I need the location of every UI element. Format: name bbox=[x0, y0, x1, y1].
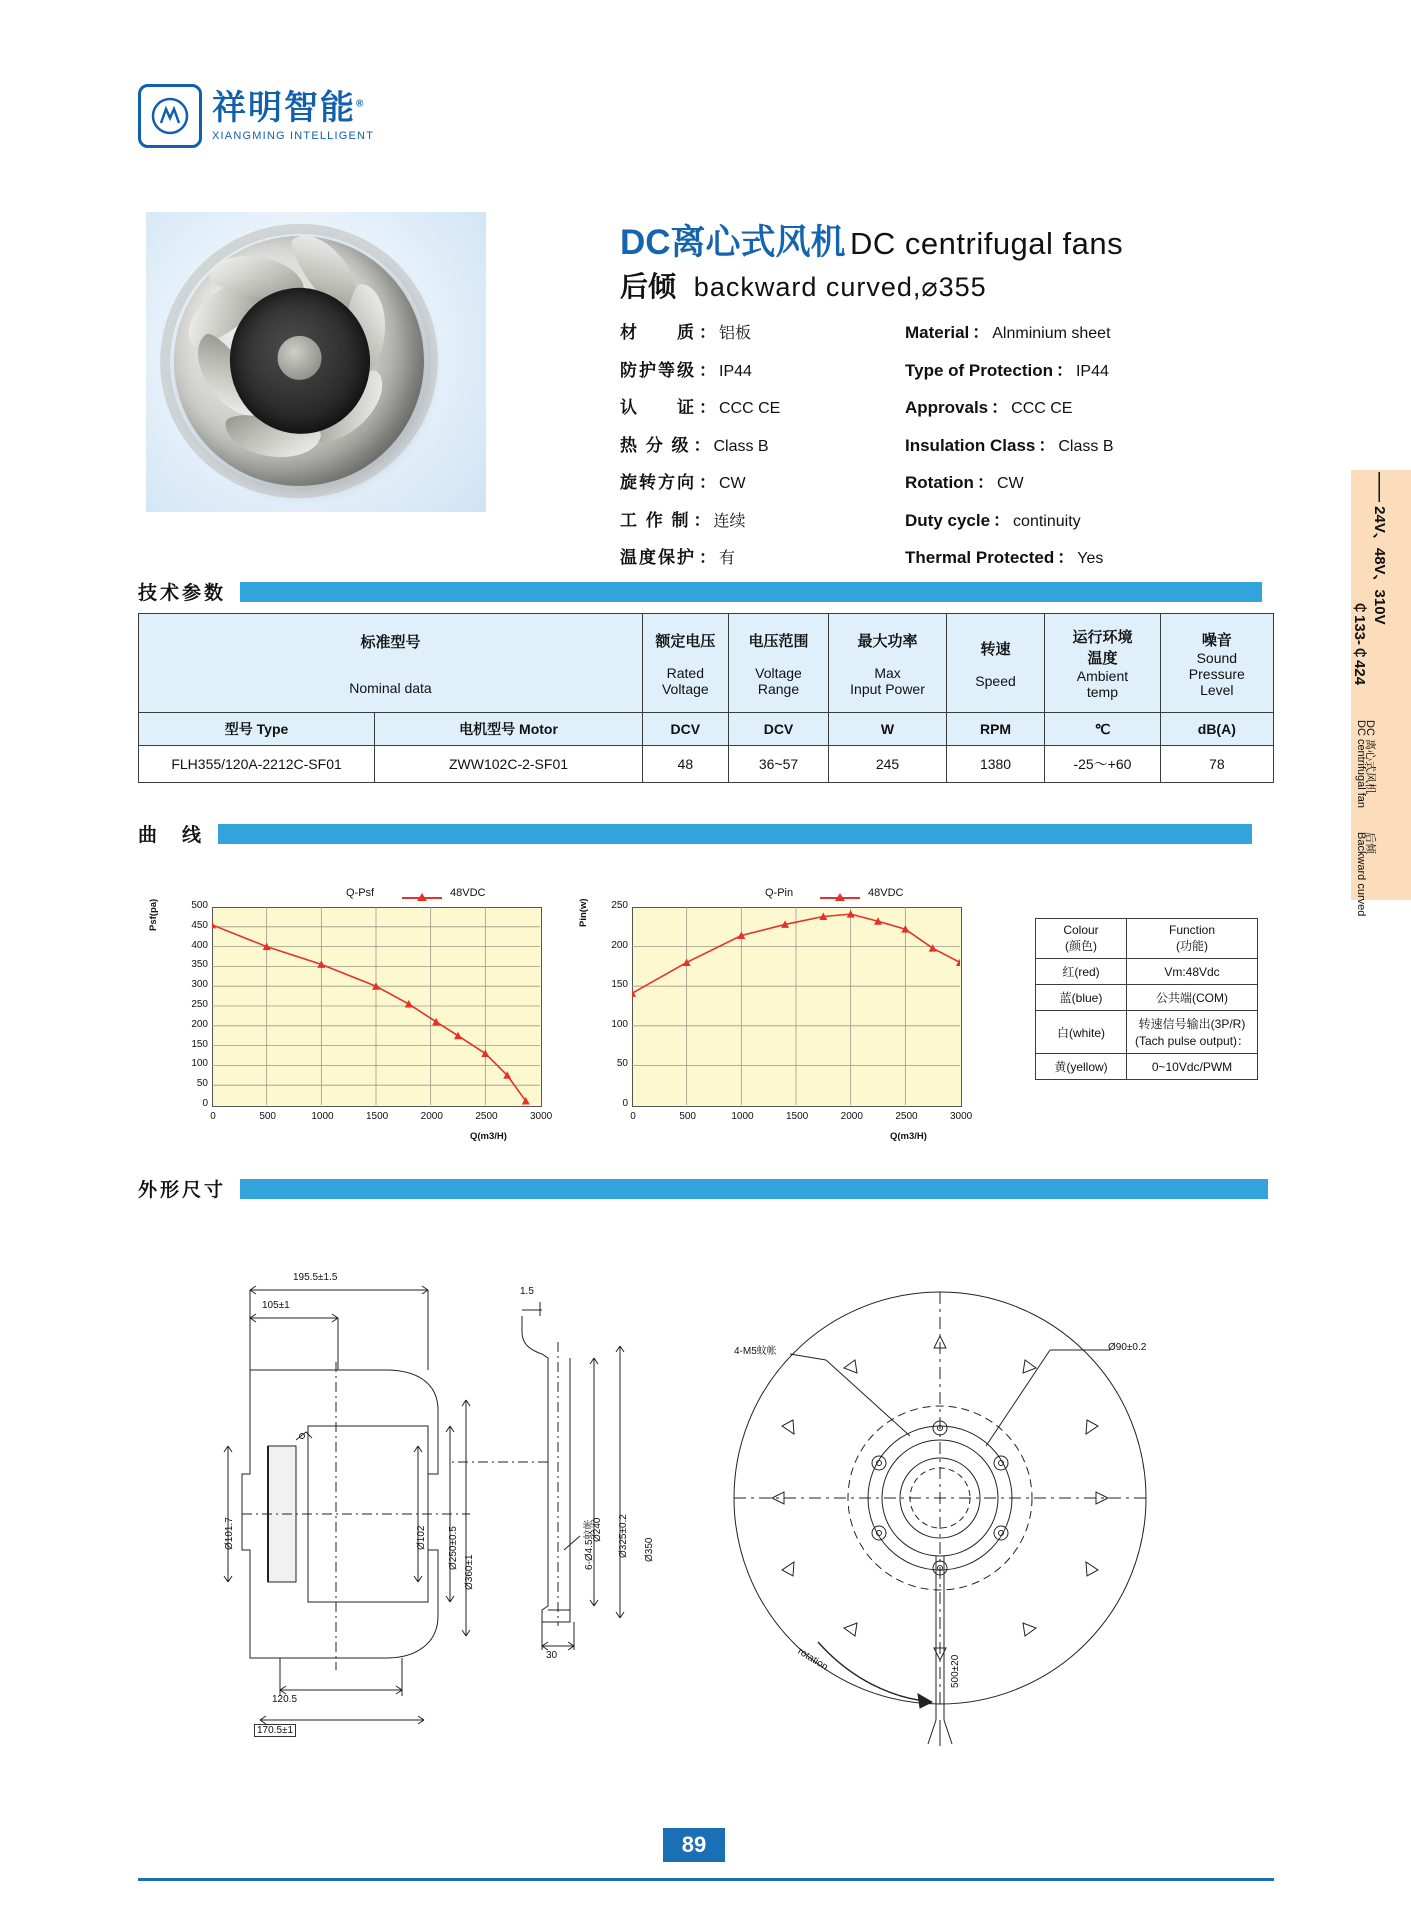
chart-xtick: 2500 bbox=[895, 1111, 918, 1122]
chart-q-pin bbox=[580, 885, 1000, 1155]
sidetab-label-cn1: DC 离心式风机 bbox=[1364, 720, 1376, 794]
page-title bbox=[620, 215, 1123, 265]
spec-row: Type of Protection ： IP44 bbox=[905, 360, 1109, 380]
colour-table-row bbox=[1036, 1011, 1258, 1054]
spec-label: Approvals bbox=[905, 398, 989, 417]
spec-row: 防护等级 ： IP44 bbox=[620, 356, 860, 381]
chart-ytick: 300 bbox=[191, 979, 208, 991]
cell-colour: 蓝(blue) bbox=[1036, 985, 1127, 1011]
header-voltage-range: 电压范围 Voltage Range bbox=[728, 614, 829, 713]
section-title: 曲 线 bbox=[138, 825, 205, 846]
spec-value: Class B bbox=[1058, 437, 1114, 455]
dim-1-5: 1.5 bbox=[520, 1286, 534, 1297]
fan-body bbox=[158, 220, 440, 502]
cell-function bbox=[1127, 1011, 1258, 1054]
dim-500: 500±20 bbox=[950, 1654, 961, 1688]
chart-ylabel: Pin(w) bbox=[578, 898, 589, 927]
spec-label: 材 质 bbox=[620, 323, 696, 342]
registered-mark: ® bbox=[356, 98, 366, 110]
spec-list-en bbox=[905, 318, 1235, 581]
chart-ytick: 0 bbox=[202, 1098, 208, 1109]
cell-motor: ZWW102C-2-SF01 bbox=[375, 746, 643, 783]
colour-table-row bbox=[1036, 985, 1258, 1011]
logo-title-cn: 祥明智能 bbox=[212, 88, 356, 127]
sidetab-voltage: —— 24V、48V、310V bbox=[1371, 472, 1388, 625]
drawing-svg bbox=[150, 1250, 1270, 1810]
chart-series-q-pin bbox=[632, 907, 960, 1105]
chart-ytick: 150 bbox=[191, 1038, 208, 1050]
spec-value: CW bbox=[996, 475, 1024, 492]
spec-row: Duty cycle ： continuity bbox=[905, 510, 1081, 530]
cell-function: 0~10Vdc/PWM bbox=[1127, 1054, 1258, 1080]
spec-value: IP44 bbox=[719, 362, 752, 380]
table-header-row bbox=[139, 614, 1274, 713]
sidetab-label-en1: DC centrifugal fan bbox=[1355, 720, 1367, 809]
dim-360: Ø360±1 bbox=[464, 1554, 475, 1590]
cell-ambient-temp: -25～+60 bbox=[1045, 746, 1160, 783]
section-curves bbox=[138, 820, 1274, 847]
chart-xtick: 1000 bbox=[311, 1111, 334, 1122]
spec-list-cn bbox=[620, 318, 860, 581]
dim-4-m5: 4-M5蚊帐 bbox=[734, 1346, 777, 1357]
dim-350: Ø350 bbox=[644, 1537, 655, 1562]
cell-max-power: 245 bbox=[829, 746, 947, 783]
dim-120-5: 120.5 bbox=[272, 1694, 298, 1705]
dim-195: 195.5±1.5 bbox=[293, 1272, 338, 1283]
spec-label: 热 分 级 bbox=[620, 435, 691, 455]
header-max-power: 最大功率 Max Input Power bbox=[829, 614, 947, 713]
spec-label: Rotation bbox=[905, 473, 974, 492]
chart-xtick: 500 bbox=[679, 1111, 696, 1122]
header-noise: 噪音 Sound Pressure Level bbox=[1160, 614, 1273, 713]
company-logo bbox=[138, 84, 374, 148]
header-function: Function (功能) bbox=[1127, 919, 1258, 959]
dim-30: 30 bbox=[546, 1650, 558, 1661]
page-title-en: DC centrifugal fans bbox=[850, 226, 1124, 261]
colour-table-row bbox=[1036, 959, 1258, 985]
page-title-cn: DC离心式风机 bbox=[620, 223, 846, 262]
page-subtitle-cn: 后倾 bbox=[620, 271, 677, 302]
spec-value: CW bbox=[719, 475, 746, 492]
header-colour: Colour (颜色) bbox=[1036, 919, 1127, 959]
chart-legend-label: 48VDC bbox=[450, 887, 486, 899]
spec-row: 认 证 ： CCC CE bbox=[620, 393, 860, 418]
cell-voltage-range: 36~57 bbox=[728, 746, 829, 783]
chart-ytick: 500 bbox=[191, 900, 208, 911]
spec-row: 旋转方向 ： CW bbox=[620, 468, 860, 493]
chart-ytick: 150 bbox=[611, 979, 628, 991]
chart-ytick: 100 bbox=[611, 1018, 628, 1030]
chart-xtick: 500 bbox=[259, 1111, 276, 1122]
sidetab-label-cn2: 后倾 bbox=[1364, 832, 1376, 854]
chart-ytick: 0 bbox=[622, 1098, 628, 1109]
cell-type: FLH355/120A-2212C-SF01 bbox=[139, 746, 375, 783]
colour-table-row bbox=[1036, 1054, 1258, 1080]
chart-xtick: 1500 bbox=[786, 1111, 809, 1122]
page-number: 89 bbox=[663, 1828, 725, 1862]
colour-table-header bbox=[1036, 919, 1258, 959]
spec-label: 旋转方向 bbox=[620, 473, 696, 492]
spec-row: 热 分 级 ： Class B bbox=[620, 431, 860, 456]
spec-label: 温度保护 bbox=[620, 548, 696, 567]
spec-label: 认 证 bbox=[620, 398, 696, 417]
spec-label: 工 作 制 bbox=[620, 510, 691, 530]
chart-ytick: 250 bbox=[191, 999, 208, 1010]
chart-q-psf bbox=[150, 885, 580, 1155]
chart-ytick: 250 bbox=[611, 900, 628, 911]
cell-noise: 78 bbox=[1160, 746, 1273, 783]
chart-xtick: 1500 bbox=[366, 1111, 389, 1122]
spec-value: Yes bbox=[1077, 550, 1104, 567]
spec-row: Insulation Class ： Class B bbox=[905, 435, 1114, 455]
logo-title-en: XIANGMING INTELLIGENT bbox=[212, 129, 375, 142]
dim-170-5: 170.5±1 bbox=[254, 1724, 296, 1737]
cell-speed: 1380 bbox=[946, 746, 1044, 783]
dim-90: Ø90±0.2 bbox=[1108, 1342, 1147, 1353]
unit-speed: RPM bbox=[946, 713, 1044, 746]
dim-102: Ø102 bbox=[416, 1525, 427, 1550]
chart-xtick: 2500 bbox=[475, 1111, 498, 1122]
spec-value: 铝板 bbox=[719, 325, 752, 342]
spec-label: 防护等级 bbox=[620, 360, 696, 380]
subheader-type: 型号 Type bbox=[139, 713, 375, 746]
chart-ytick: 50 bbox=[196, 1078, 208, 1090]
sidetab-range: ￠133-￠424 bbox=[1351, 600, 1368, 686]
page-subtitle bbox=[620, 265, 987, 305]
spec-row: Thermal Protected ： Yes bbox=[905, 548, 1104, 567]
section-dimensions bbox=[138, 1175, 1274, 1202]
chart-legend-label: 48VDC bbox=[868, 887, 904, 899]
header-nominal-cn: 标准型号 bbox=[360, 633, 421, 651]
chart-ylabel: Psf(pa) bbox=[148, 898, 159, 931]
chart-xtick: 3000 bbox=[530, 1111, 553, 1122]
dim-240: Ø240 bbox=[592, 1517, 603, 1542]
chart-xtick: 0 bbox=[210, 1111, 216, 1122]
dim-105: 105±1 bbox=[262, 1300, 290, 1311]
header-ambient-temp: 运行环境 温度 Ambient temp bbox=[1045, 614, 1160, 713]
spec-value: Alnminium sheet bbox=[992, 325, 1111, 342]
spec-value: 连续 bbox=[713, 512, 746, 530]
chart-xlabel: Q(m3/H) bbox=[890, 1131, 927, 1142]
spec-value: continuity bbox=[1013, 512, 1081, 530]
section-bar bbox=[218, 824, 1252, 844]
chart-xlabel: Q(m3/H) bbox=[470, 1131, 507, 1142]
cell-rated-voltage: 48 bbox=[642, 746, 728, 783]
spec-row: 工 作 制 ： 连续 bbox=[620, 506, 860, 531]
spec-row: Rotation ： CW bbox=[905, 473, 1024, 492]
spec-label: Material bbox=[905, 323, 970, 342]
section-bar bbox=[240, 1179, 1268, 1199]
spec-value: Class B bbox=[713, 437, 769, 455]
wiring-colour-table bbox=[1035, 918, 1258, 1080]
header-rated-voltage: 额定电压 Rated Voltage bbox=[642, 614, 728, 713]
chart-ytick: 200 bbox=[611, 939, 628, 951]
dim-250: Ø250±0.5 bbox=[448, 1526, 459, 1570]
chart-xtick: 3000 bbox=[950, 1111, 973, 1122]
chart-title: Q-Psf bbox=[346, 887, 375, 899]
header-nominal-en: Nominal data bbox=[349, 679, 432, 696]
spec-table bbox=[138, 613, 1274, 783]
dimension-drawing bbox=[150, 1250, 1270, 1810]
footer-rule bbox=[138, 1878, 1274, 1881]
header-speed: 转速 Speed bbox=[946, 614, 1044, 713]
dim-6-4-5: 6-Ø4.5蚊帐 bbox=[584, 1519, 595, 1570]
sidetab-label-en2: Backward curved bbox=[1355, 832, 1367, 917]
chart-xtick: 0 bbox=[630, 1111, 636, 1122]
spec-value: CCC CE bbox=[719, 400, 781, 417]
chart-ytick: 100 bbox=[191, 1058, 208, 1070]
product-photo bbox=[146, 212, 486, 512]
dim-rotation: rotation bbox=[795, 1645, 830, 1674]
chart-series-q-psf bbox=[212, 907, 540, 1105]
cell-function: Vm:48Vdc bbox=[1127, 959, 1258, 985]
chart-xtick: 2000 bbox=[840, 1111, 863, 1122]
logo-mark-icon bbox=[138, 84, 202, 148]
cell-function-line1: 转速信号输出(3P/R) bbox=[1138, 1017, 1246, 1031]
unit-voltage-range: DCV bbox=[728, 713, 829, 746]
dim-101-7: Ø101.7 bbox=[224, 1517, 235, 1550]
spec-label: Thermal Protected bbox=[905, 548, 1055, 567]
chart-ytick: 50 bbox=[616, 1058, 628, 1070]
side-tab-text bbox=[1351, 472, 1405, 917]
spec-value: 有 bbox=[719, 550, 736, 567]
section-bar bbox=[240, 582, 1262, 602]
cell-function-line2: (Tach pulse output)： bbox=[1134, 1034, 1250, 1048]
spec-value: IP44 bbox=[1075, 362, 1109, 380]
chart-title: Q-Pin bbox=[765, 887, 794, 899]
cell-function: 公共端(COM) bbox=[1127, 985, 1258, 1011]
spec-row: 材 质 ： 铝板 bbox=[620, 318, 860, 343]
chart-ytick: 200 bbox=[191, 1018, 208, 1030]
chart-xtick: 1000 bbox=[731, 1111, 754, 1122]
unit-max-power: W bbox=[829, 713, 947, 746]
spec-label: Duty cycle bbox=[905, 510, 991, 530]
unit-noise: dB(A) bbox=[1160, 713, 1273, 746]
spec-row: 温度保护 ： 有 bbox=[620, 543, 860, 568]
cell-colour: 红(red) bbox=[1036, 959, 1127, 985]
chart-ytick: 450 bbox=[191, 919, 208, 931]
section-title: 外形尺寸 bbox=[138, 1180, 227, 1201]
unit-rated-voltage: DCV bbox=[642, 713, 728, 746]
cell-colour: 黄(yellow) bbox=[1036, 1054, 1127, 1080]
chart-ytick: 350 bbox=[191, 959, 208, 971]
table-subheader-row bbox=[139, 713, 1274, 746]
spec-value: CCC CE bbox=[1011, 400, 1073, 417]
spec-label: Type of Protection bbox=[905, 360, 1053, 380]
unit-ambient-temp: ℃ bbox=[1045, 713, 1160, 746]
cell-colour: 白(white) bbox=[1036, 1011, 1127, 1054]
page-subtitle-en: backward curved,⌀355 bbox=[693, 272, 987, 302]
chart-xtick: 2000 bbox=[420, 1111, 443, 1122]
dim-325: Ø325±0.2 bbox=[618, 1514, 629, 1558]
spec-row: Approvals ： CCC CE bbox=[905, 398, 1073, 417]
table-row bbox=[139, 746, 1274, 783]
spec-row: Material ： Alnminium sheet bbox=[905, 323, 1111, 342]
section-title: 技术参数 bbox=[138, 583, 227, 604]
subheader-motor: 电机型号 Motor bbox=[375, 713, 643, 746]
spec-label: Insulation Class bbox=[905, 435, 1036, 455]
chart-ytick: 400 bbox=[191, 939, 208, 951]
section-tech-params bbox=[138, 578, 1274, 605]
header-nominal bbox=[139, 614, 643, 713]
